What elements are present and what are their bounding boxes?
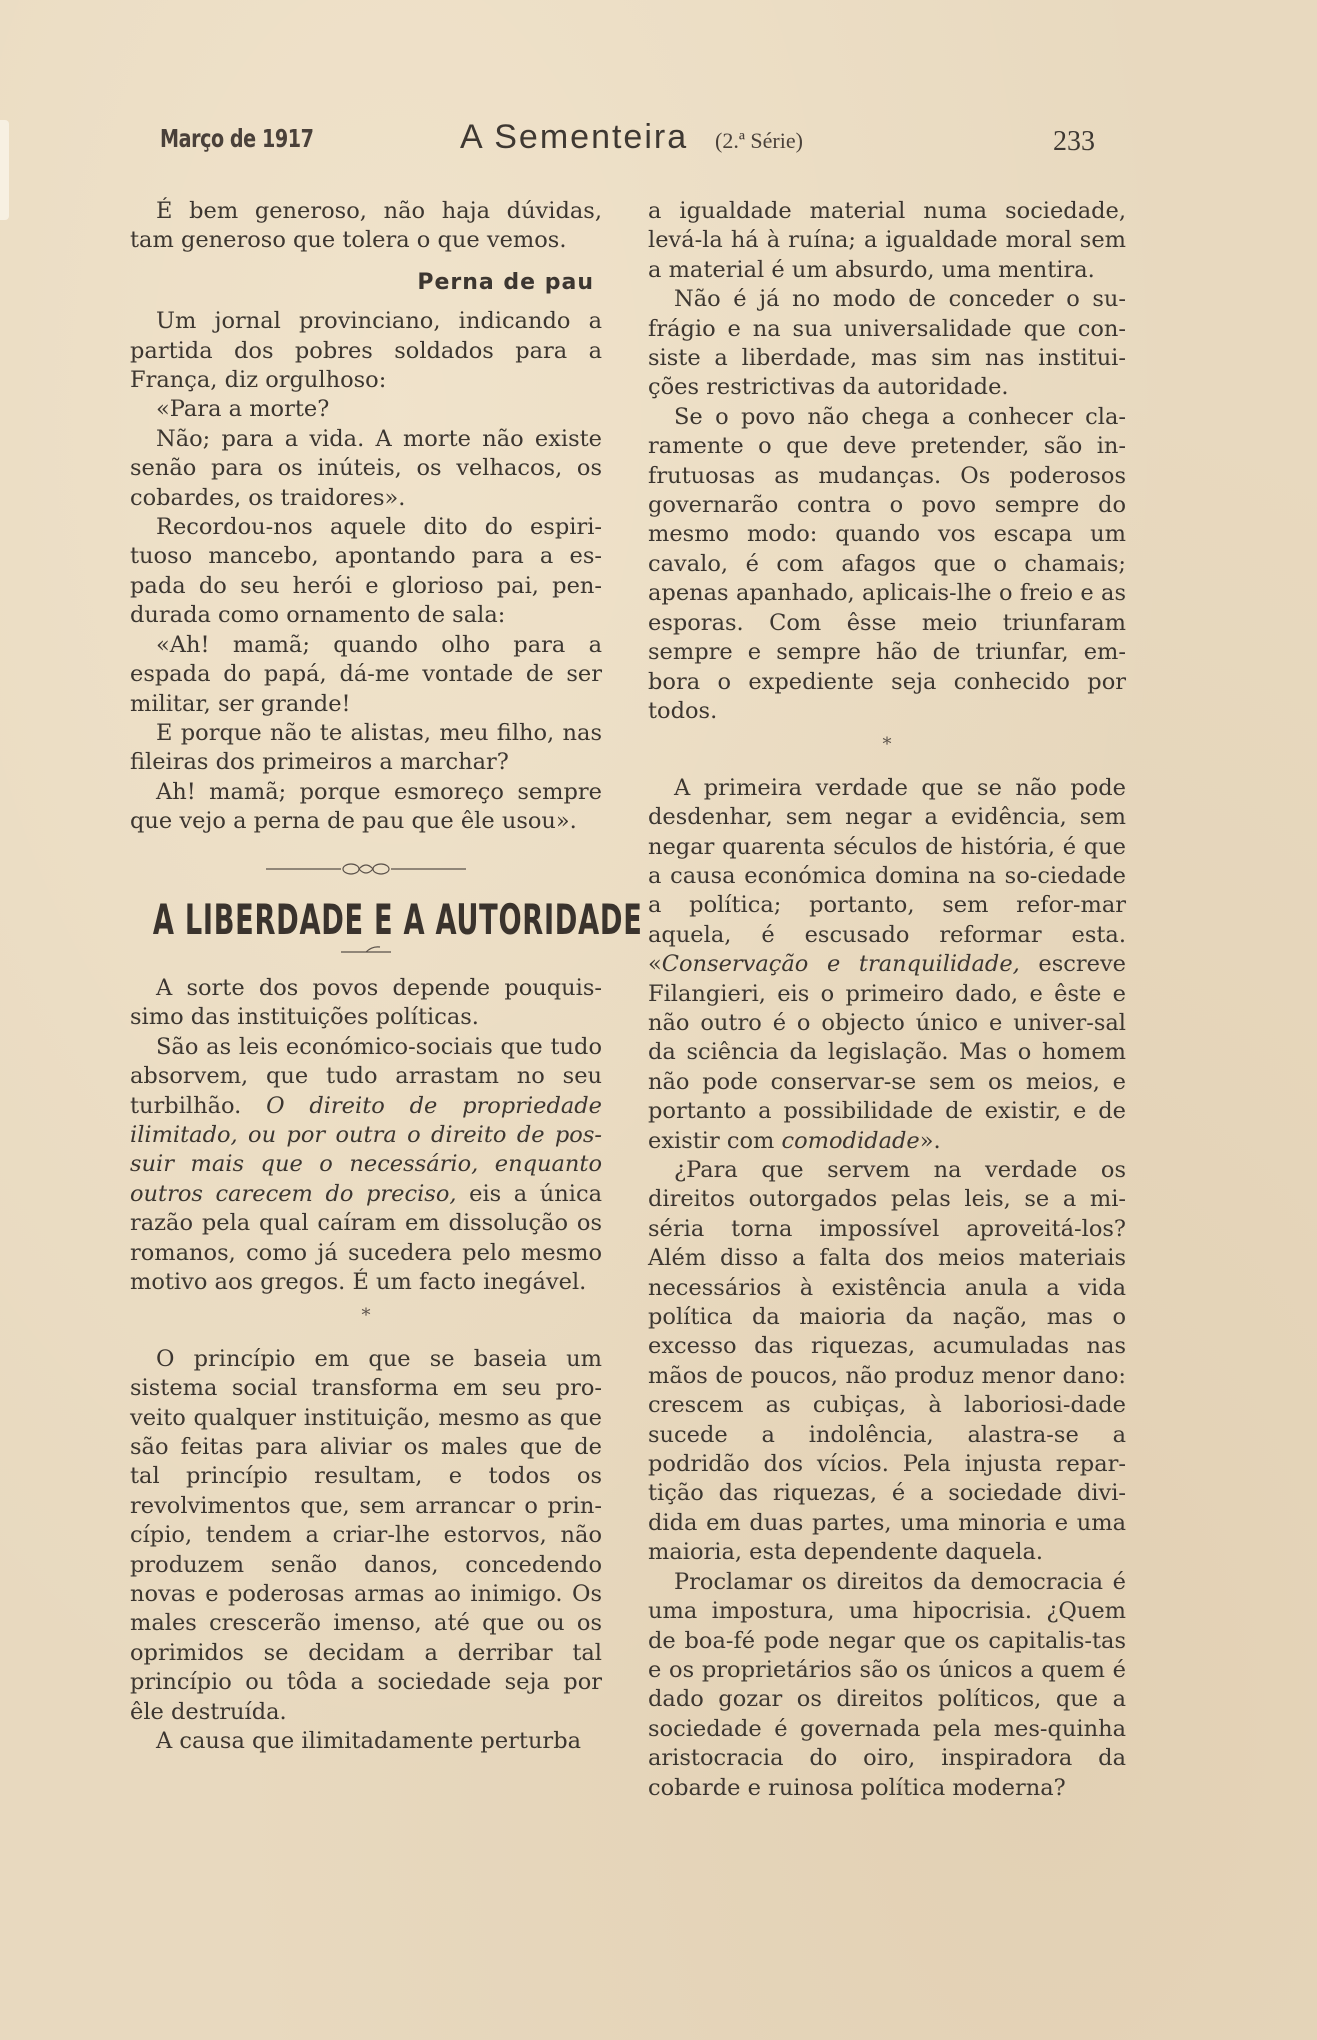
text-run: A primeira verdade que se não pode desdenhar, sem negar a evidência, sem negar quarenta séculos de história, é que a causa económica domina na so-ciedade a política; portanto, sem refor-mar aquela, é escusado reformar esta. « xyxy=(648,774,1126,978)
series-label: (2.ª Série) xyxy=(715,128,803,153)
article-paragraph xyxy=(648,774,1126,1156)
italic-text-run: Conservação e tranquilidade, xyxy=(661,951,1020,978)
page-number: 233 xyxy=(1053,126,1095,157)
ornamental-divider xyxy=(130,859,602,879)
text-run: eis a única razão pela qual caíram em dissolução os romanos, como já sucedera pelo mesmo motivo aos gregos. É um facto inegável. xyxy=(130,1180,602,1295)
perna-paragraph: Ah! mamã; porque esmoreço sempre que vejo a perna de pau que êle usou». xyxy=(130,778,602,835)
torn-edge-mark xyxy=(0,120,9,220)
perna-paragraph: E porque não te alistas, meu filho, nas fileiras dos primeiros a marchar? xyxy=(130,719,602,776)
text-run: escreve Filangieri, eis o primeiro dado, e êste e não outro é o objecto único e univer-sal da sciência da legislação. Mas o homem não pode conservar-se sem os meios, e portanto a possibilidade de existir, e de existir com xyxy=(648,951,1126,1154)
article-paragraph: A causa que ilimitadamente perturba xyxy=(156,1728,582,1755)
header-date: Março de 1917 xyxy=(160,124,314,153)
title-underline xyxy=(130,942,602,964)
running-header xyxy=(160,118,1095,168)
perna-paragraph: «Ah! mamã; quando olho para a espada do papá, dá-me vontade de ser militar, ser grande! xyxy=(130,631,602,717)
article-paragraph xyxy=(130,1033,602,1298)
article-paragraph: A sorte dos povos depende pouquis-simo das instituições políticas. xyxy=(130,974,602,1031)
right-column xyxy=(648,197,1126,1803)
section-star: * xyxy=(882,734,892,756)
article-title: A LIBERDADE E A AUTORIDADE xyxy=(152,894,643,944)
perna-paragraph: Não; para a vida. A morte não existe senão para os inúteis, os velhacos, os cobardes, os traidores». xyxy=(130,425,602,511)
intro-paragraph: É bem generoso, não haja dúvidas, tam generoso que tolera o que vemos. xyxy=(130,198,602,254)
perna-paragraph: «Para a morte? xyxy=(156,396,330,423)
article-paragraph: Não é já no modo de conceder o su-frágio e na sua universalidade que con-siste a liberdade, mas sim nas institui-ções restrictivas da autoridade. xyxy=(648,286,1126,401)
article-paragraph: O princípio em que se baseia um sistema social transforma em seu pro-veito qualquer instituição, mesmo as que são feitas para aliviar os males que de tal princípio resultam, e todos os revolvimentos que, sem arrancar o prin-cípio, tendem a criar-lhe estorvos, não produzem senão danos, concedendo novas e poderosas armas ao inimigo. Os males crescerão imenso, até que ou os oprimidos se decidam a derribar tal princípio ou tôda a sociedade seja por êle destruída. xyxy=(130,1345,602,1725)
journal-title: A Sementeira xyxy=(460,118,689,156)
article-paragraph: ¿Para que servem na verdade os direitos outorgados pelas leis, se a mi-séria torna impossível aproveitá-los? Além disso a falta dos meios materiais necessários à existência anula a vida política da maioria da nação, mas o excesso das riquezas, acumuladas nas mãos de poucos, não produz menor dano: crescem as cubiças, à laboriosi-dade sucede a indolência, alastra-se a podridão dos vícios. Pela injusta repar-tição das riquezas, é a sociedade divi-dida em duas partes, uma minoria e uma maioria, esta dependente daquela. xyxy=(648,1157,1126,1566)
text-run: São as leis económico-sociais que tudo absorvem, que tudo arrastam no seu turbilhão. xyxy=(130,1033,602,1119)
article-paragraph: a igualdade material numa sociedade, levá-la há à ruína; a igualdade moral sem a material é um absurdo, uma mentira. xyxy=(648,198,1126,283)
italic-text-run: O direito de propriedade ilimitado, ou por outra o direito de pos-suir mais que o necessário, enquanto outros carecem do preciso, xyxy=(130,1092,602,1207)
section-star: * xyxy=(361,1305,371,1327)
section-subhead: Perna de pau xyxy=(417,269,594,295)
perna-paragraph: Um jornal provinciano, indicando a partida dos pobres soldados para a França, diz orgulhoso: xyxy=(130,308,602,394)
left-column xyxy=(130,197,643,1757)
italic-text-run: comodidade xyxy=(781,1127,920,1154)
perna-paragraph: Recordou-nos aquele dito do espiri-tuoso mancebo, apontando para a es-pada do seu herói e glorioso pai, pen-durada como ornamento de sala: xyxy=(130,514,602,629)
text-run: ». xyxy=(919,1127,941,1154)
article-paragraph: Se o povo não chega a conhecer cla-ramente o que deve pretender, são in-frutuosas as mudanças. Os poderosos governarão contra o povo sempre do mesmo modo: quando vos escapa um cavalo, é com afagos que o chamais; apenas apanhado, aplicais-lhe o freio e as esporas. Com êsse meio triunfaram sempre e sempre hão de triunfar, em-bora o expediente seja conhecido por todos. xyxy=(648,403,1126,724)
article-paragraph: Proclamar os direitos da democracia é uma impostura, uma hipocrisia. ¿Quem de boa-fé pode negar que os capitalis-tas e os proprietários são os únicos a quem é dado gozar os direitos políticos, que a sociedade é governada pela mes-quinha aristocracia do oiro, inspiradora da cobarde e ruinosa política moderna? xyxy=(648,1568,1126,1801)
